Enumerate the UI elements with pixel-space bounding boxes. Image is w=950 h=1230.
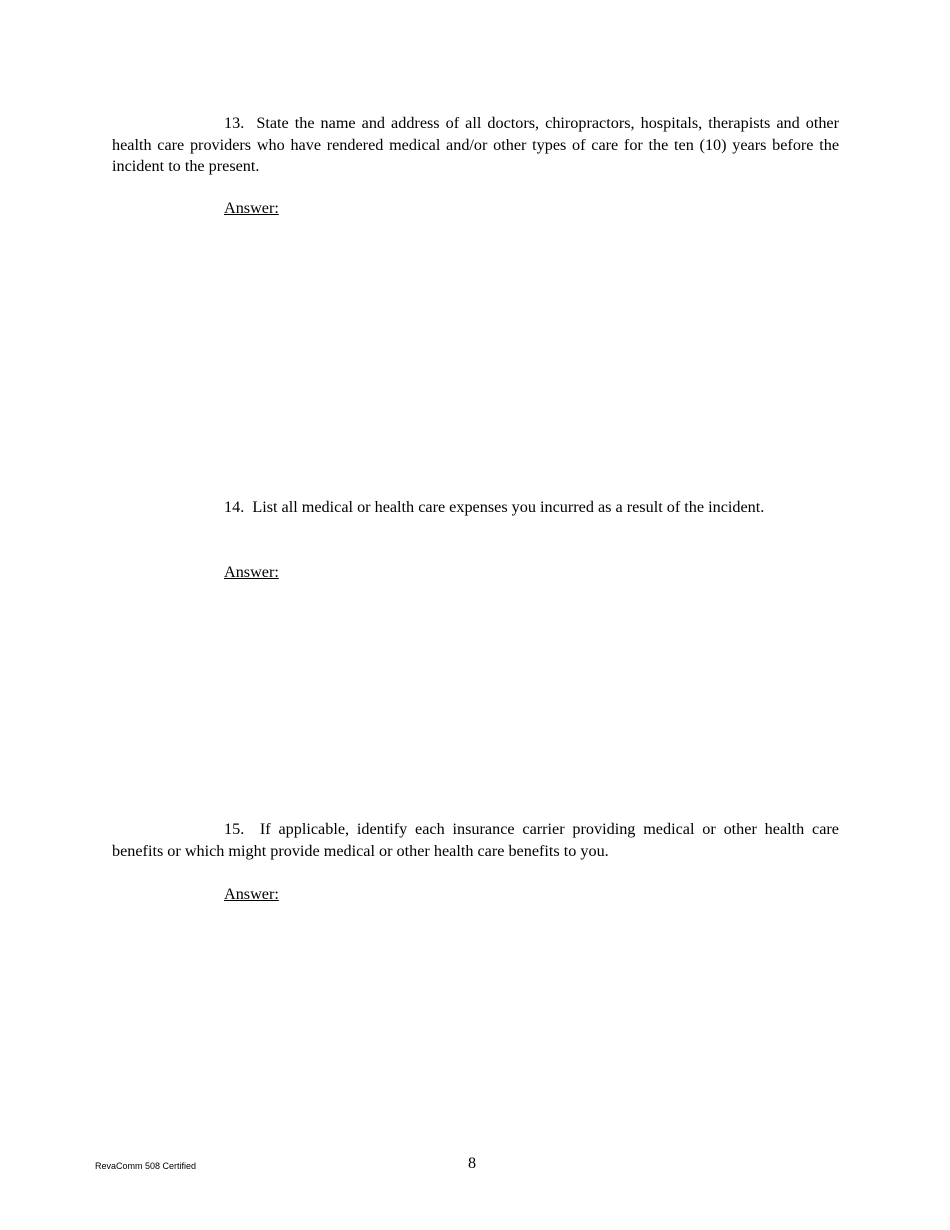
answer-label-13: Answer:: [224, 199, 279, 217]
question-13: [112, 113, 839, 178]
answer-label-14: Answer:: [224, 563, 279, 581]
question-15: [112, 819, 839, 862]
question-14: [112, 497, 839, 519]
question-number: 13.: [224, 114, 245, 132]
page-number: 8: [468, 1154, 477, 1172]
answer-label-15: Answer:: [224, 885, 279, 903]
question-text: If applicable, identify each insurance carrier providing medical or other health care benefits or which might provide medical or other health care benefits to you.: [112, 820, 839, 860]
question-number: 14.: [224, 498, 245, 516]
question-text: State the name and address of all doctors, chiropractors, hospitals, therapists and other health care providers who have rendered medical and/or other types of care for the ten (10) years before the incident to the present.: [112, 114, 840, 175]
question-number: 15.: [224, 820, 245, 838]
question-text: List all medical or health care expenses you incurred as a result of the incident.: [252, 498, 765, 516]
footer-certification: RevaComm 508 Certified: [95, 1161, 197, 1171]
